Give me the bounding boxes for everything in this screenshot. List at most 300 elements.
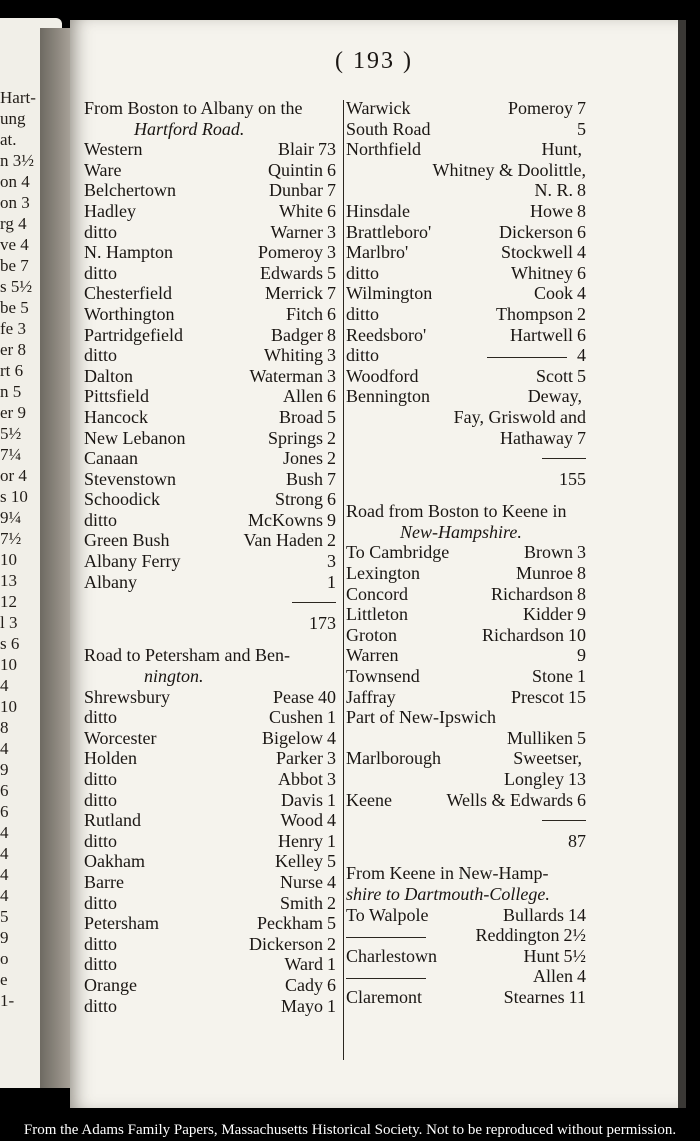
route-entry [84, 954, 336, 975]
innkeeper-name: Cook [533, 283, 573, 304]
route-entry [84, 728, 336, 749]
innkeeper-name: Howe [530, 200, 573, 221]
route-entry [346, 242, 586, 263]
town-name: Chesterfield [84, 283, 172, 304]
town-name: ditto [84, 830, 118, 851]
facing-page-text: on 3 [0, 193, 30, 212]
miles: 4 [327, 871, 336, 892]
town-name: ditto [84, 345, 118, 366]
miles: 6 [577, 221, 586, 242]
miles: 15 [568, 686, 586, 707]
route-entry [346, 201, 586, 222]
miles: 1 [577, 666, 586, 687]
facing-page-text: 4 [0, 844, 9, 863]
route-title-boston-albany: From Boston to Albany on the Hartford Road. [84, 98, 303, 139]
facing-page-text: 9 [0, 760, 9, 779]
town-name: Albany Ferry [84, 551, 181, 572]
miles: 4 [577, 242, 586, 263]
left-column [84, 98, 336, 1016]
innkeeper-name: White [279, 200, 323, 221]
miles: 73 [318, 139, 336, 160]
miles: 6 [577, 262, 586, 283]
route-entry [84, 345, 336, 366]
route-entry [84, 790, 336, 811]
innkeeper-name: Brown [524, 542, 573, 563]
route-total: 155 [559, 468, 586, 489]
town-name: Warren [346, 645, 399, 666]
innkeeper-name: Springs [267, 427, 323, 448]
facing-page-text: ve 4 [0, 235, 29, 254]
miles: 9 [577, 645, 586, 666]
innkeeper-name: Jones [283, 448, 323, 469]
route-entry [346, 304, 586, 325]
innkeeper-name: Blair [278, 139, 314, 160]
route-entry [346, 666, 586, 687]
innkeeper-name: Davis [281, 789, 323, 810]
facing-page-text: at. [0, 130, 17, 149]
town-name: Shrewsbury [84, 686, 170, 707]
miles: 1 [327, 707, 336, 728]
facing-page-text: 9 [0, 928, 9, 947]
total-rule [346, 448, 586, 469]
route-entry [84, 975, 336, 996]
innkeeper-name: Dickerson [249, 933, 323, 954]
innkeeper-name: Ward [284, 954, 323, 975]
miles: 4 [327, 810, 336, 831]
town-name: Orange [84, 974, 137, 995]
town-name: ditto [84, 789, 118, 810]
facing-page-text: 1- [0, 991, 15, 1010]
town-name: Concord [346, 583, 408, 604]
miles: 3 [577, 542, 586, 563]
town-name: Wilmington [346, 283, 433, 304]
innkeeper-name: Whitney [511, 262, 573, 283]
innkeeper-name: Stockwell [501, 242, 573, 263]
route-entry [84, 551, 336, 572]
innkeeper-name: Peckham [257, 913, 323, 934]
route-entry [84, 893, 336, 914]
town-name: ditto [84, 262, 118, 283]
town-name: Hancock [84, 406, 148, 427]
route-entry [346, 263, 586, 284]
facing-page-text: s 10 [0, 487, 28, 506]
route-entry [84, 572, 336, 593]
innkeeper-name: Kidder [523, 604, 573, 625]
town-name: Dalton [84, 365, 133, 386]
page-number: ( 193 ) [335, 48, 413, 74]
miles: 7 [327, 180, 336, 201]
facing-page-text: rg 4 [0, 214, 27, 233]
route-entry [346, 325, 586, 346]
route-entry [84, 304, 336, 325]
route-list-boston-keene [346, 542, 586, 707]
miles: 4 [327, 727, 336, 748]
innkeeper-name: Edwards [260, 262, 323, 283]
innkeeper-name: Thompson [495, 303, 573, 324]
route-entry: Woodford Scott 5 [346, 365, 586, 386]
route-entry [346, 625, 586, 646]
route-entry: Part of New-Ipswich [346, 707, 496, 728]
town-name: Belchertown [84, 180, 176, 201]
innkeeper-name: Bigelow [262, 727, 323, 748]
town-name: Barre [84, 871, 124, 892]
route-entry [346, 119, 586, 140]
route-entry: Charlestown Hunt 5½ [346, 945, 586, 966]
route-title-keene-dartmouth: From Keene in New-Hamp- shire to Dartmouth-College. [346, 863, 550, 904]
town-name: Albany [84, 571, 137, 592]
route-entry [346, 542, 586, 563]
miles: 8 [327, 324, 336, 345]
miles: 2 [327, 933, 336, 954]
town-name: ditto [346, 262, 380, 283]
town-name: ditto [346, 303, 380, 324]
facing-page-text: be 7 [0, 256, 29, 275]
town-name: ditto [84, 509, 118, 530]
miles: 8 [577, 583, 586, 604]
route-entry: Marlborough Sweetser, [346, 748, 582, 769]
route-entry [346, 687, 586, 708]
route-entry [84, 831, 336, 852]
miles: 6 [327, 489, 336, 510]
facing-page-text: ung [0, 109, 26, 128]
facing-page-text: 8 [0, 718, 9, 737]
facing-page-text: 6 [0, 802, 9, 821]
innkeeper-name: Nurse [280, 871, 323, 892]
miles: 3 [327, 345, 336, 366]
innkeeper-name: Broad [279, 406, 323, 427]
innkeeper-name: McKowns [248, 509, 323, 530]
route-entry [84, 139, 336, 160]
miles: 1 [327, 789, 336, 810]
miles: 7 [577, 98, 586, 118]
town-name: Worcester [84, 727, 157, 748]
facing-page-text: Hart- [0, 88, 36, 107]
route-entry [84, 489, 336, 510]
miles: 6 [327, 200, 336, 221]
facing-page-text: 7¼ [0, 445, 22, 464]
town-name: ditto [84, 221, 118, 242]
miles: 6 [327, 159, 336, 180]
town-name: ditto [84, 995, 118, 1016]
route-entry [84, 769, 336, 790]
town-name: Canaan [84, 448, 138, 469]
miles: 2 [327, 427, 336, 448]
route-title-petersham-bennington: Road to Petersham and Ben- nington. [84, 645, 290, 687]
facing-page-text: e [0, 970, 8, 989]
miles: 3 [327, 221, 336, 242]
innkeeper-name: Kelley [275, 851, 323, 872]
miles: 8 [577, 563, 586, 584]
miles: 40 [318, 686, 336, 707]
town-name: Oakham [84, 851, 145, 872]
route-entry [84, 242, 336, 263]
innkeeper-name: Pomeroy [508, 98, 573, 118]
route-entry: To Walpole Bullards 14 [346, 904, 586, 925]
facing-page-text: 9¼ [0, 508, 22, 527]
town-name: Marlbro' [346, 242, 409, 263]
miles: 5 [577, 118, 586, 139]
innkeeper-name: Mayo [281, 995, 323, 1016]
town-name: Ware [84, 159, 122, 180]
facing-page-text: 4 [0, 676, 9, 695]
town-name: To Cambridge [346, 542, 450, 563]
route-title-boston-keene: Road from Boston to Keene in New-Hampshire. [346, 501, 567, 542]
town-name: Pittsfield [84, 386, 150, 407]
miles: 1 [327, 830, 336, 851]
innkeeper-name: Hunt, [541, 139, 582, 160]
innkeeper-name: Hartwell [510, 324, 573, 345]
route-entry [84, 748, 336, 769]
innkeeper-name: Richardson [482, 624, 564, 645]
column-divider [343, 100, 344, 1060]
right-column [346, 98, 586, 1008]
miles: 3 [327, 748, 336, 769]
route-entry [84, 201, 336, 222]
miles: 3 [327, 242, 336, 263]
miles: 6 [327, 974, 336, 995]
route-entry [346, 139, 586, 160]
miles: 4 [577, 283, 586, 304]
town-name: ditto [84, 892, 118, 913]
route-entry [84, 428, 336, 449]
town-name: Hadley [84, 200, 136, 221]
facing-page-text: on 4 [0, 172, 30, 191]
route-entry [84, 530, 336, 551]
innkeeper-name: Waterman [249, 365, 323, 386]
route-total: 87 [568, 830, 586, 851]
town-name: Worthington [84, 303, 175, 324]
route-list-petersham-cont [346, 98, 586, 160]
innkeeper-name: Quintin [267, 159, 323, 180]
facing-page-text: n 5 [0, 382, 22, 401]
town-name: Jaffray [346, 686, 396, 707]
facing-page-text: or 4 [0, 466, 27, 485]
town-name: Lexington [346, 563, 420, 584]
facing-page-text: fe 3 [0, 319, 26, 338]
innkeeper-name: Strong [274, 489, 323, 510]
facing-page-text: 4 [0, 739, 9, 758]
facing-page-text: rt 6 [0, 361, 24, 380]
route-list-boston-albany [84, 139, 336, 592]
total-rule [84, 592, 336, 613]
innkeeper-name: Parker [276, 748, 323, 769]
innkeeper-name: Allen [283, 386, 323, 407]
route-entry [84, 872, 336, 893]
route-entry [84, 913, 336, 934]
town-name: ditto [84, 769, 118, 789]
miles: 6 [327, 303, 336, 324]
innkeeper-name: Munroe [516, 563, 573, 584]
route-entry [84, 160, 336, 181]
town-name: Rutland [84, 810, 141, 831]
town-name: Hinsdale [346, 200, 410, 221]
innkeeper-name: Van Haden [243, 530, 323, 551]
town-name: Western [84, 139, 143, 160]
route-entry [84, 510, 336, 531]
miles: 2 [327, 892, 336, 913]
facing-page-text: er 8 [0, 340, 26, 359]
route-entry [346, 563, 586, 584]
town-name: Townsend [346, 666, 420, 687]
town-name: Green Bush [84, 530, 170, 551]
innkeeper-name: Dickerson [499, 221, 573, 242]
miles: 5 [327, 262, 336, 283]
route-entry [346, 283, 586, 304]
miles: 6 [327, 386, 336, 407]
miles: 1 [327, 954, 336, 975]
miles: 8 [577, 200, 586, 221]
town-name: Littleton [346, 604, 408, 625]
innkeeper-name: Pease [273, 686, 314, 707]
route-entry: ditto 4 [346, 345, 586, 366]
route-entry-cont: Whitney & Doolittle, [432, 159, 586, 180]
route-entry-cont: Fay, Griswold and [453, 406, 586, 427]
facing-page-text: 7½ [0, 529, 22, 548]
town-name: Holden [84, 748, 137, 769]
town-name: Northfield [346, 139, 421, 160]
route-entry [84, 687, 336, 708]
innkeeper-name: Prescot [511, 686, 564, 707]
facing-page-text: 10 [0, 697, 17, 716]
route-entry: Allen 4 [346, 966, 586, 987]
route-entry: Bennington Deway, [346, 386, 582, 407]
facing-page-text: be 5 [0, 298, 29, 317]
route-entry [84, 263, 336, 284]
innkeeper-name: Whiting [264, 345, 323, 366]
miles: 5 [327, 913, 336, 934]
town-name: ditto [84, 707, 118, 728]
route-total: 173 [309, 612, 336, 633]
town-name: Partridgefield [84, 324, 183, 345]
innkeeper-name: Smith [279, 892, 323, 913]
facing-page-text: n 3½ [0, 151, 34, 170]
facing-page-text: 6 [0, 781, 9, 800]
town-name: ditto [84, 954, 118, 975]
route-entry [84, 407, 336, 428]
innkeeper-name: Bush [285, 468, 323, 489]
innkeeper-name: Cushen [269, 707, 323, 728]
route-entry [84, 469, 336, 490]
copyright-footer: From the Adams Family Papers, Massachusetts Historical Society. Not to be reproduced without permission. [23, 1122, 677, 1138]
route-entry [84, 707, 336, 728]
innkeeper-name: Abbot [278, 769, 323, 789]
town-name: Petersham [84, 913, 159, 934]
innkeeper-name: Richardson [491, 583, 573, 604]
innkeeper-name: Stone [531, 666, 573, 687]
facing-page-text: 5½ [0, 424, 22, 443]
miles: 2 [577, 303, 586, 324]
facing-page-text: 10 [0, 655, 17, 674]
route-entry [346, 222, 586, 243]
route-entry [84, 222, 336, 243]
miles: 1 [327, 571, 336, 592]
route-entry [84, 180, 336, 201]
facing-page-text: s 6 [0, 634, 20, 653]
facing-page-text: 4 [0, 823, 9, 842]
town-name: ditto [84, 933, 118, 954]
facing-page-text: 4 [0, 865, 9, 884]
facing-page-text: 13 [0, 571, 17, 590]
route-entry [84, 366, 336, 387]
town-name: Reedsboro' [346, 324, 427, 345]
facing-page-text: 4 [0, 886, 9, 905]
route-entry [84, 851, 336, 872]
book-page [70, 20, 678, 1108]
miles: 1 [327, 995, 336, 1016]
facing-page-text: 12 [0, 592, 17, 611]
route-entry [84, 325, 336, 346]
route-entry-cont: N. R. 8 [534, 180, 586, 201]
route-entry [346, 604, 586, 625]
innkeeper-name: Warner [270, 221, 323, 242]
innkeeper-name: Wood [280, 810, 323, 831]
route-entry [346, 645, 586, 666]
facing-page-text: 5 [0, 907, 9, 926]
miles: 3 [327, 769, 336, 789]
town-name: N. Hampton [84, 242, 173, 263]
miles: 5 [327, 851, 336, 872]
route-entry [84, 996, 336, 1017]
town-name: South Road [346, 118, 431, 139]
miles: 7 [327, 468, 336, 489]
total-rule [346, 810, 586, 831]
miles: 5 [327, 406, 336, 427]
town-name: Stevenstown [84, 468, 176, 489]
miles: 10 [568, 624, 586, 645]
route-entry [346, 584, 586, 605]
miles: 7 [327, 283, 336, 304]
facing-page-text: er 9 [0, 403, 26, 422]
miles: 9 [327, 509, 336, 530]
facing-page-text: o [0, 949, 9, 968]
route-entry [346, 98, 586, 119]
route-entry [84, 810, 336, 831]
facing-page-text: s 5½ [0, 277, 33, 296]
innkeeper-name: Merrick [265, 283, 323, 304]
route-entry: Claremont Stearnes 11 [346, 986, 586, 1007]
innkeeper-name: Henry [278, 830, 323, 851]
route-entry-cont: Mulliken 5 [507, 727, 586, 748]
innkeeper-name: Pomeroy [258, 242, 323, 263]
innkeeper-name: Fitch [285, 303, 323, 324]
town-name: Groton [346, 624, 397, 645]
innkeeper-name: Badger [271, 324, 323, 345]
miles: 2 [327, 530, 336, 551]
route-entry [84, 386, 336, 407]
route-entry: Keene Wells & Edwards 6 [346, 789, 586, 810]
town-name: Brattleboro' [346, 221, 432, 242]
route-entry [84, 283, 336, 304]
facing-page-text: 10 [0, 550, 17, 569]
innkeeper-name: Cady [285, 974, 323, 995]
miles: 9 [577, 604, 586, 625]
miles: 6 [577, 324, 586, 345]
route-entry [84, 448, 336, 469]
route-entry-cont: Longley 13 [504, 769, 586, 789]
route-entry [84, 934, 336, 955]
route-entry-cont: Hathaway 7 [500, 427, 586, 448]
innkeeper-name: Dunbar [269, 180, 323, 201]
town-name: Schoodick [84, 489, 160, 510]
route-list-petersham [84, 687, 336, 1017]
miles: 3 [327, 365, 336, 386]
facing-page-text: l 3 [0, 613, 18, 632]
route-entry: Reddington 2½ [346, 925, 586, 946]
miles: 3 [327, 551, 336, 572]
route-list-petersham-cont-b [346, 201, 586, 345]
miles: 2 [327, 448, 336, 469]
town-name: Warwick [346, 98, 411, 118]
